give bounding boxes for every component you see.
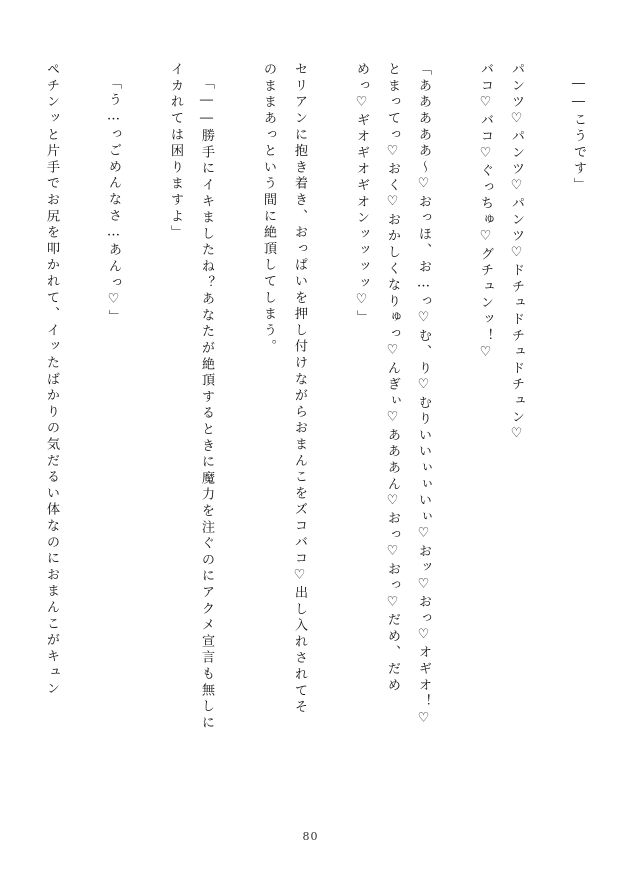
text-line: パンツ♡パンツ♡パンツ♡ドチュドチュドチュン♡	[509, 62, 524, 445]
text-line: 「――勝手にイキましたね？あなたが絶頂するときに魔力を注ぐのにアクメ宣言も無しに	[199, 76, 214, 732]
novel-text-body	[46, 62, 585, 805]
text-line: バコ♡バコ♡ぐっちゅ♡グチュンッ！♡	[478, 62, 493, 363]
page-number: 80	[302, 830, 319, 843]
text-line: セリアンに抱き着き、おっぱいを押し付けながらおまんこをズコバコ♡出し入れされてそ	[292, 62, 307, 716]
text-line	[523, 62, 554, 805]
text-line: めっ♡ギオギオギオンッッッッ♡」	[354, 62, 369, 327]
text-line	[430, 62, 461, 805]
text-line: のままあっという間に絶頂してしまう。	[261, 62, 276, 356]
text-line: イカれては困りますよ」	[168, 62, 183, 242]
text-line: 「う…っごめんなさ…あんっ♡」	[106, 76, 121, 326]
text-line	[306, 62, 337, 805]
text-line	[120, 62, 151, 805]
text-line: ペチンッと片手でお尻を叩かれて、イッたばかりの気だるい体なのにおまんこがキュン	[44, 62, 59, 698]
text-line	[213, 62, 244, 805]
text-line: ――こうです」	[571, 76, 586, 194]
text-line: とまってっ♡おく♡おかしくなりゅっ♡んぎぃ♡あああん♡おっ♡おっ♡だめ、だめ	[385, 62, 400, 694]
text-line	[58, 62, 89, 805]
text-line: 「あああああ～♡おっほ、お…っ♡む、り♡むりいいぃぃいぃ♡おッ♡おっ♡オギオ！♡	[416, 62, 431, 729]
